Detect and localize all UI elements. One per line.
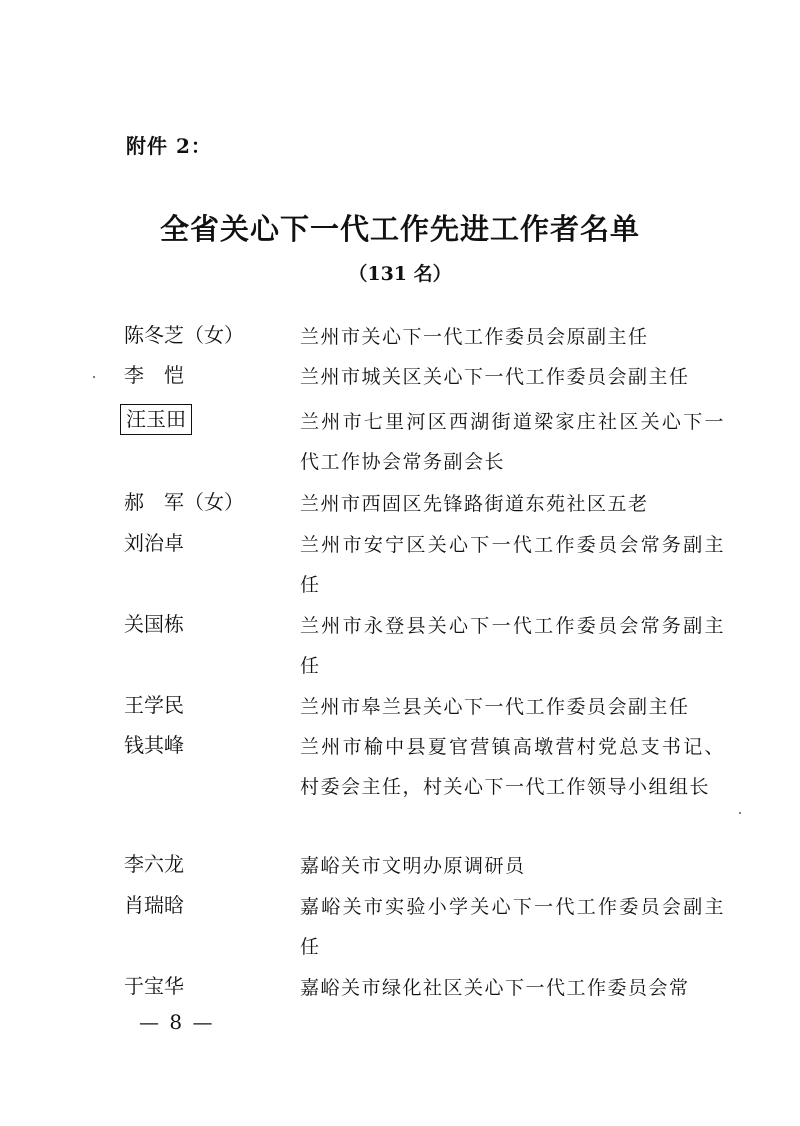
person-duty: 兰州市皋兰县关心下一代工作委员会副主任 (300, 696, 690, 718)
person-duty: 兰州市永登县关心下一代工作委员会常务副主任 (300, 615, 725, 677)
scan-speck (93, 376, 95, 378)
person-duty: 兰州市七里河区西湖街道梁家庄社区关心下一代工作协会常务副会长 (300, 411, 725, 473)
person-name: 李六龙 (124, 852, 184, 876)
attachment-label: 附件 2： (126, 134, 212, 158)
recipient-count: （131 名） (348, 263, 452, 285)
person-name: 钱其峰 (124, 733, 184, 757)
person-name: 于宝华 (124, 974, 184, 998)
person-duty: 嘉峪关市实验小学关心下一代工作委员会副主任 (300, 896, 725, 958)
person-duty: 兰州市关心下一代工作委员会原副主任 (300, 326, 649, 348)
person-duty: 兰州市安宁区关心下一代工作委员会常务副主任 (300, 534, 725, 596)
person-duty: 兰州市城关区关心下一代工作委员会副主任 (300, 366, 690, 388)
document-title: 全省关心下一代工作先进工作者名单 (159, 212, 640, 246)
person-name: 刘治卓 (124, 531, 184, 555)
person-name: 李 恺 (124, 363, 184, 387)
person-name: 郝 军（女） (124, 490, 244, 514)
person-duty: 兰州市榆中县夏官营镇高墩营村党总支书记、村委会主任，村关心下一代工作领导小组组长 (300, 736, 725, 798)
person-duty: 兰州市西固区先锋路街道东苑社区五老 (300, 493, 649, 515)
person-duty: 嘉峪关市文明办原调研员 (300, 855, 526, 877)
person-name: 陈冬芝（女） (124, 323, 244, 347)
person-duty: 嘉峪关市绿化社区关心下一代工作委员会常 (300, 977, 690, 999)
person-name: 肖瑞晗 (124, 893, 184, 917)
person-name-boxed: 汪玉田 (120, 404, 192, 435)
person-name: 关国栋 (124, 612, 184, 636)
scan-speck (739, 812, 741, 814)
page-number: — 8 — (139, 1010, 215, 1034)
person-name: 王学民 (124, 693, 184, 717)
